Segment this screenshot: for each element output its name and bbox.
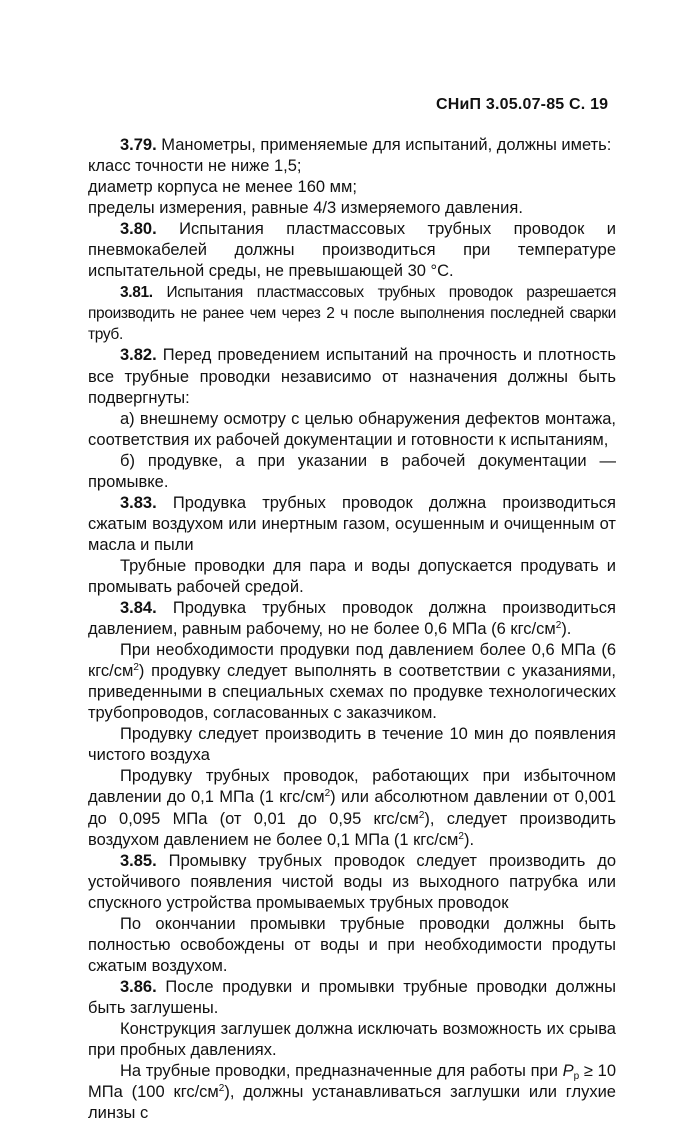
paragraph: Трубные проводки для пара и воды допускается продувать и промывать рабочей средой. <box>88 556 616 596</box>
paragraph <box>88 766 616 850</box>
clause-number: 3.79. <box>120 136 157 154</box>
list-line: пределы измерения, равные 4/3 измеряемого давления. <box>88 199 523 218</box>
document-body <box>88 135 616 1124</box>
text-run: ). <box>463 830 475 849</box>
clause-number: 3.85. <box>120 851 157 870</box>
clause-number: 3.83. <box>120 493 157 512</box>
paragraph-3-80 <box>88 219 616 282</box>
clause-text-end: ). <box>561 620 572 639</box>
paragraph <box>88 640 616 724</box>
list-item-b: б) продувке, а при указании в рабочей документации — промывке. <box>88 451 616 491</box>
superscript: 2 <box>324 788 331 800</box>
clause-text: После продувки и промывки трубные проводки должны быть заглушены. <box>88 977 616 1017</box>
clause-text: Продувка трубных проводок должна производиться сжатым воздухом или инертным газом, осушенным и очищенным от масла и пыли <box>88 493 616 554</box>
clause-number: 3.82. <box>120 346 157 365</box>
paragraph: Конструкция заглушек должна исключать возможность их срыва при пробных давлениях. <box>88 1019 616 1060</box>
text-run: ), следует производить воздухом давлением не более 0,1 МПа (1 кгс/см <box>88 809 616 849</box>
superscript: 2 <box>218 1083 225 1095</box>
superscript: 2 <box>555 620 562 632</box>
paragraph-3-84 <box>88 598 616 640</box>
text-run: ) или абсолютном давлении от 0,001 до 0,095 МПа (от 0,01 до 0,95 кгс/см <box>88 788 616 828</box>
clause-number: 3.81. <box>120 284 153 302</box>
clause-number: 3.80. <box>120 220 157 239</box>
text-run: На трубные проводки, предназначенные для работы при <box>120 1062 563 1081</box>
clause-text: Промывку трубных проводок следует производить до устойчивого появления чистой воды из выходного патрубка или спускного устройства промываемых трубных проводок <box>88 851 617 912</box>
paragraph: По окончании промывки трубные проводки должны быть полностью освобождены от воды и при необходимости продуты сжатым воздухом. <box>88 914 616 975</box>
clause-text: Испытания пластмассовых трубных проводок и пневмокабелей должны производиться при температуре испытательной среды, не превышающей 30 °С. <box>88 220 616 281</box>
superscript: 2 <box>418 809 425 821</box>
paragraph-3-85 <box>88 851 616 914</box>
clause-text: Манометры, применяемые для испытаний, должны иметь: <box>161 136 612 154</box>
list-line: класс точности не ниже 1,5; <box>88 157 302 176</box>
clause-number: 3.86. <box>120 977 157 996</box>
paragraph-3-82 <box>88 345 616 408</box>
subscript: р <box>573 1071 580 1083</box>
paragraph: Продувку следует производить в течение 10 мин до появления чистого воздуха <box>88 725 616 765</box>
list-item-a: а) внешнему осмотру с целью обнаружения дефектов монтажа, соответствия их рабочей документации и готовности к испытаниям, <box>88 409 616 449</box>
clause-number: 3.84. <box>120 599 157 618</box>
list-line: диаметр корпуса не менее 160 мм; <box>88 178 357 197</box>
paragraph-3-81 <box>88 282 616 345</box>
paragraph-3-86 <box>88 977 616 1019</box>
text-run: Продувку трубных проводок, работающих при избыточном давлении до 0,1 МПа (1 кгс/см <box>88 767 616 807</box>
clause-text: Продувка трубных проводок должна производиться давлением, равным рабочему, но не более 0,6 МПа (6 кгс/см <box>88 599 616 639</box>
variable-p: Р <box>562 1062 574 1081</box>
text-run: При необходимости продувки под давлением более 0,6 МПа (6 кгс/см <box>88 641 616 681</box>
text-run: ≥ 10 МПа (100 кгс/см <box>88 1062 617 1102</box>
clause-text: Испытания пластмассовых трубных проводок разрешается производить не ранее чем через 2 ч после выполнения последней сварки труб. <box>88 284 616 344</box>
paragraph <box>88 1061 616 1124</box>
paragraph-3-83 <box>88 493 616 556</box>
text-run: ), должны устанавливаться заглушки или глухие линзы с <box>88 1083 616 1123</box>
superscript: 2 <box>133 662 139 674</box>
running-head: СНиП 3.05.07-85 С. 19 <box>436 96 609 113</box>
clause-text: Перед проведением испытаний на прочность и плотность все трубные проводки независимо от назначения должны быть подвергнуты: <box>88 346 616 407</box>
superscript: 2 <box>458 830 464 842</box>
text-run: ) продувку следует выполнять в соответствии с указаниями, приведенными в специальных схемах по продувке технологических трубопроводов, согласованных с заказчиком. <box>88 662 616 723</box>
paragraph-3-79 <box>88 135 616 156</box>
